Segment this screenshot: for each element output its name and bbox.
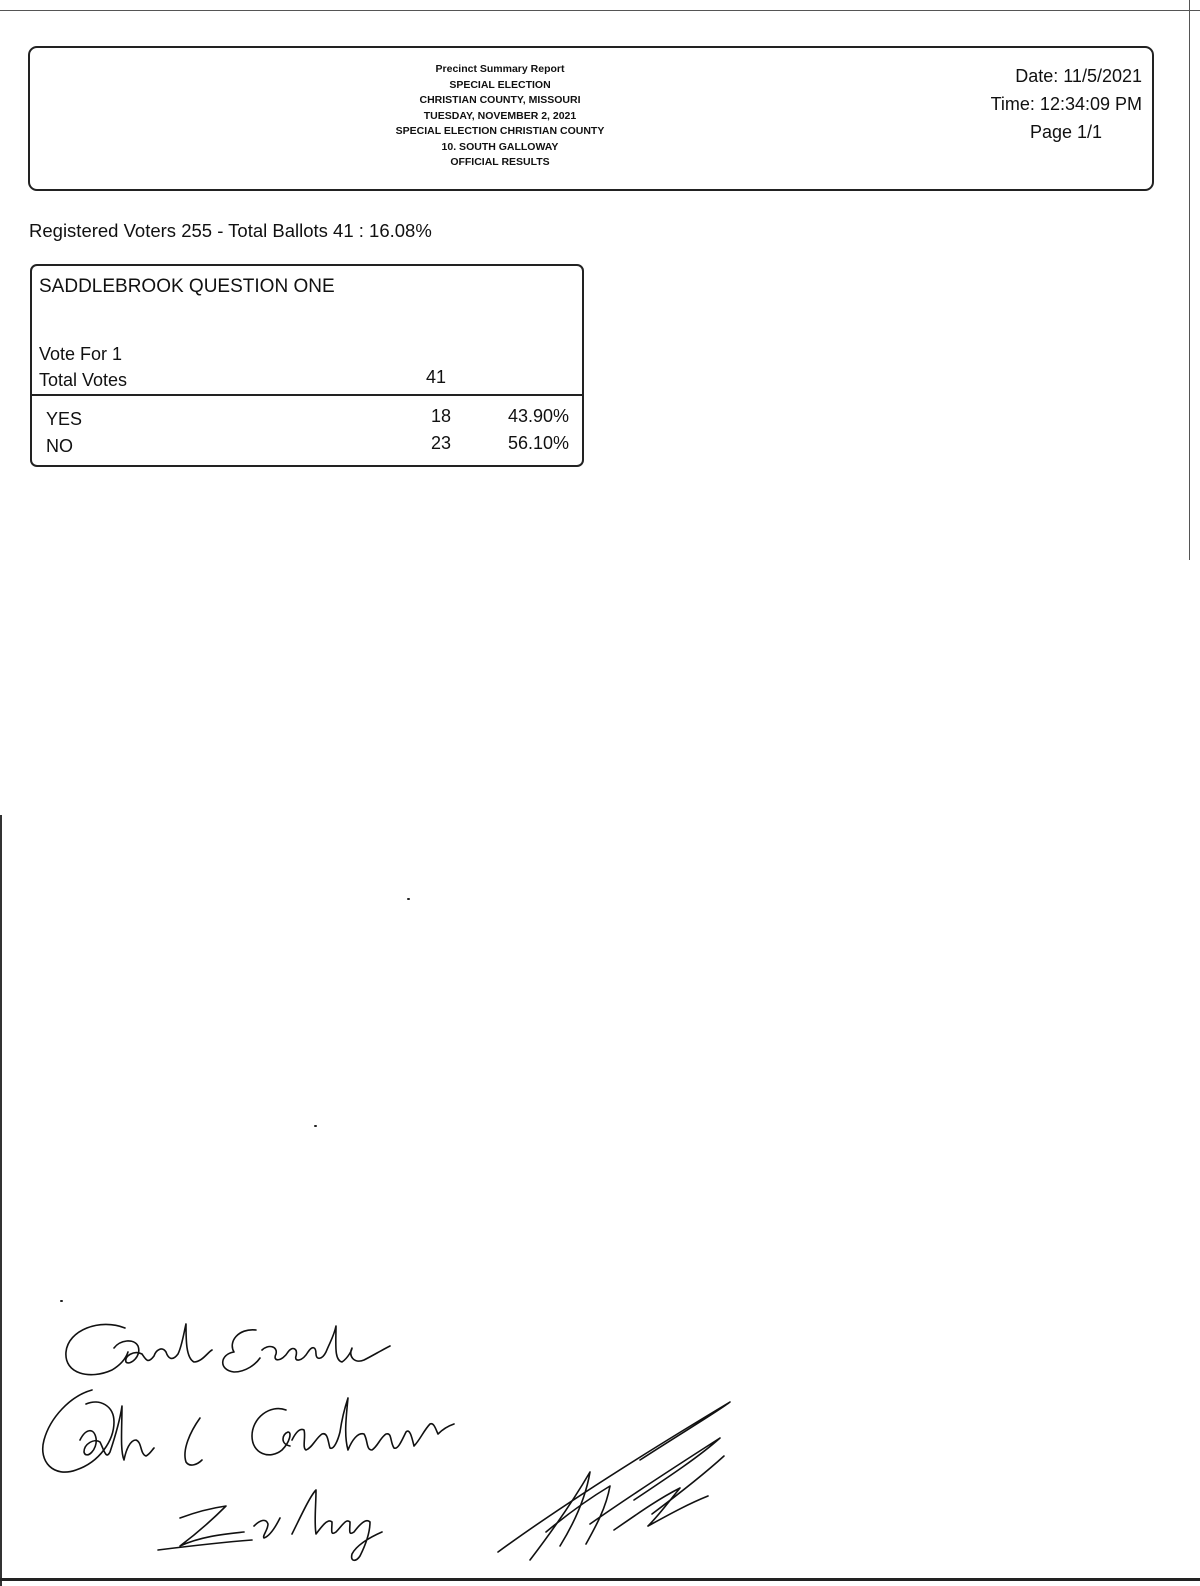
signature-initials bbox=[498, 1402, 730, 1560]
turnout-summary: Registered Voters 255 - Total Ballots 41 : 16.08% bbox=[29, 220, 432, 241]
jurisdiction: CHRISTIAN COUNTY, MISSOURI bbox=[419, 94, 581, 106]
choice-votes: 23 bbox=[431, 433, 452, 453]
vote-for-label: Vote For 1 bbox=[39, 344, 123, 364]
scan-speck bbox=[314, 1125, 317, 1127]
divider bbox=[32, 394, 582, 396]
scan-right-edge bbox=[1189, 0, 1190, 560]
election-subtitle: SPECIAL ELECTION CHRISTIAN COUNTY bbox=[395, 125, 605, 137]
choice-percent: 43.90% bbox=[507, 406, 569, 426]
signatures bbox=[30, 1300, 750, 1575]
choice-name: YES bbox=[46, 409, 83, 429]
report-date: Date: 11/5/2021 bbox=[1015, 66, 1142, 86]
choice-votes: 18 bbox=[431, 406, 452, 426]
report-time: Time: 12:34:09 PM bbox=[990, 94, 1142, 114]
scan-speck bbox=[407, 898, 410, 900]
choice-row-yes bbox=[32, 406, 582, 432]
choice-row-no bbox=[32, 433, 582, 459]
signature-john-graham bbox=[43, 1390, 454, 1472]
report-title-block bbox=[370, 62, 630, 171]
total-votes-value: 41 bbox=[426, 367, 447, 387]
signature-carla-essick bbox=[66, 1324, 390, 1375]
scan-left-edge bbox=[0, 815, 2, 1586]
signature-liz-avery bbox=[158, 1490, 382, 1560]
scan-top-edge bbox=[0, 10, 1200, 11]
report-header bbox=[28, 46, 1154, 191]
total-votes-label: Total Votes bbox=[39, 370, 128, 390]
page-number: Page 1/1 bbox=[1029, 122, 1102, 142]
choice-percent: 56.10% bbox=[507, 433, 569, 453]
election-name: SPECIAL ELECTION bbox=[449, 78, 551, 91]
report-title: Precinct Summary Report bbox=[435, 63, 565, 75]
choice-name: NO bbox=[46, 436, 73, 456]
report-meta bbox=[942, 62, 1142, 146]
contest-table bbox=[30, 264, 584, 467]
scan-bottom-edge bbox=[0, 1578, 1200, 1581]
precinct-name: 10. SOUTH GALLOWAY bbox=[441, 140, 559, 153]
election-date: TUESDAY, NOVEMBER 2, 2021 bbox=[423, 109, 577, 122]
results-status: OFFICIAL RESULTS bbox=[450, 156, 550, 168]
contest-title: SADDLEBROOK QUESTION ONE bbox=[39, 276, 335, 297]
